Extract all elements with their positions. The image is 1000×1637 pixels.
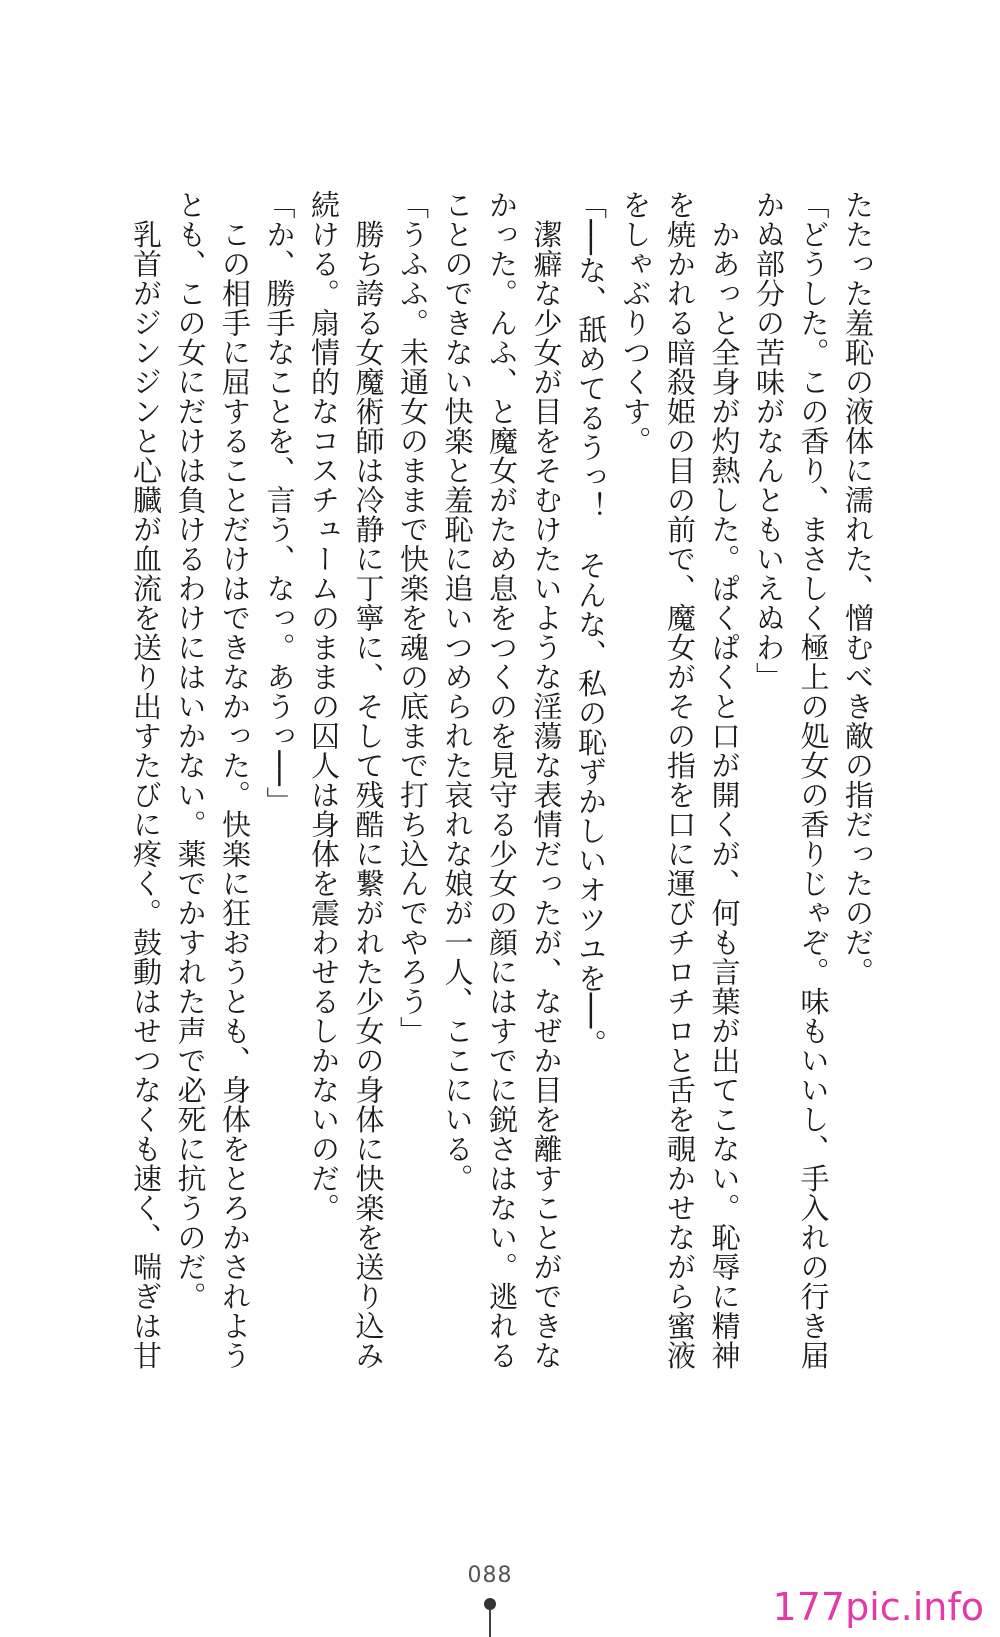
- text-line: たたった羞恥の液体に濡れた、憎むべき敵の指だったのだ。: [841, 190, 875, 987]
- text-line: かあっと全身が灼熱した。ぱくぱくと口が開くが、何も言葉が出てこない。恥辱に精神: [707, 190, 742, 1370]
- text-line: かった。んふ、と魔女がため息をつくのを見守る少女の顔にはすでに鋭さはない。逃れる: [485, 190, 519, 1370]
- page-marker-stem: [489, 1610, 491, 1637]
- page-marker-dot-icon: [484, 1598, 496, 1610]
- text-line: とも、この女にだけは負けるわけにはいかない。薬でかすれた声で必死に抗うのだ。: [173, 190, 208, 1311]
- vertical-text-body: [124, 190, 881, 1370]
- text-line: 「か、勝手なことを、言う、なっ。あうっ──」: [262, 190, 297, 816]
- text-line: かぬ部分の苦味がなんともいえぬわ」: [752, 190, 786, 692]
- text-line: この相手に屈することだけはできなかった。快楽に狂おうとも、身体をとろかされよう: [218, 190, 252, 1370]
- text-line: 「どうした。この香り、まさしく極上の処女の香りじゃぞ。味もいいし、手入れの行き届: [796, 190, 831, 1370]
- text-line: 乳首がジンジンと心臓が血流を送り出すたびに疼く。鼓動はせつなくも速く、喘ぎは甘: [129, 190, 163, 1370]
- watermark: 177pic.info: [772, 1585, 984, 1629]
- text-line: 潔癖な少女が目をそむけたいような淫蕩な表情だったが、なぜか目を離すことができな: [529, 190, 564, 1370]
- text-line: 「──な、舐めてるうっ！ そんな、私の恥ずかしいオツユを──。: [574, 190, 608, 1059]
- text-line: ことのできない快楽と羞恥に追いつめられた哀れな娘が一人、ここにいる。: [440, 190, 475, 1193]
- text-line: を焼かれる暗殺姫の目の前で、魔女がその指を口に運びチロチロと舌を覗かせながら蜜液: [663, 190, 697, 1370]
- text-line: 勝ち誇る女魔術師は冷静に丁寧に、そして残酷に繋がれた少女の身体に快楽を送り込み: [351, 190, 386, 1370]
- page-number: 088: [467, 1563, 513, 1588]
- text-line: をしゃぶりつくす。: [618, 190, 653, 456]
- text-line: 続ける。扇情的なコスチュームのままの囚人は身体を震わせるしかないのだ。: [307, 190, 341, 1223]
- text-line: 「うふふ。未通女のままで快楽を魂の底まで打ち込んでやろう」: [396, 190, 430, 1046]
